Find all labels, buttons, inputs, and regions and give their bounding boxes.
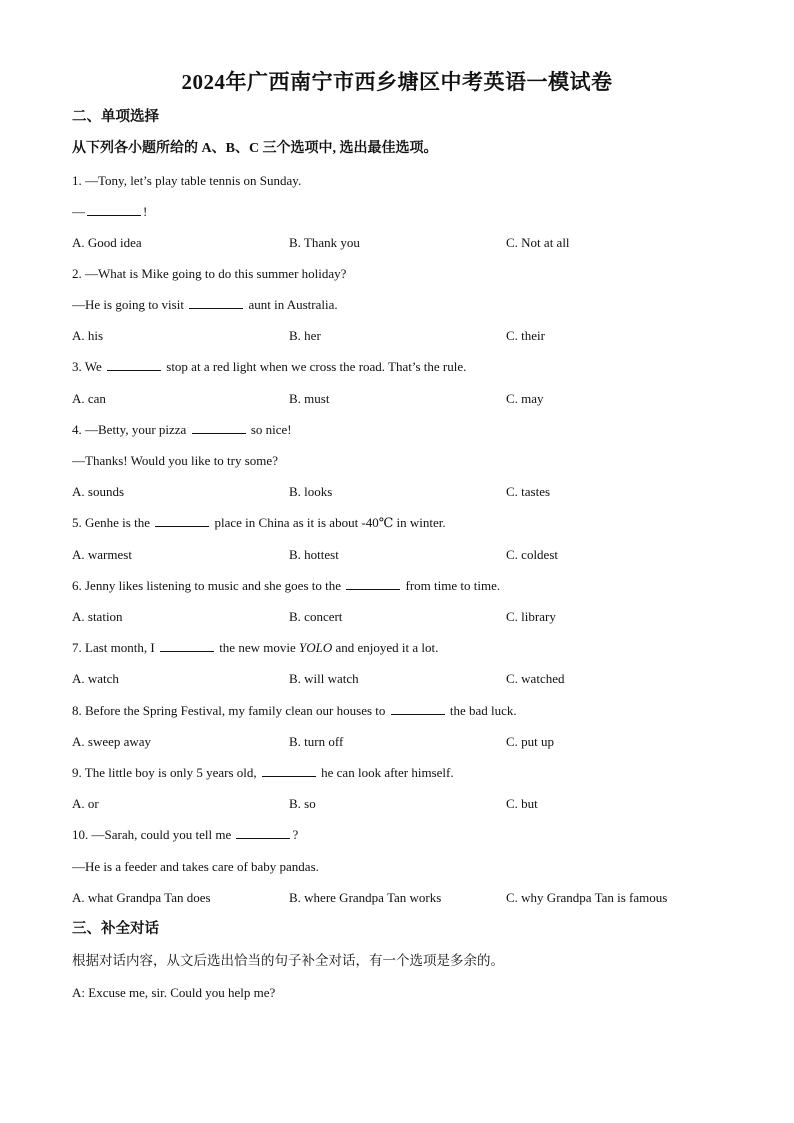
answer-blank xyxy=(107,358,161,371)
question-7-option-b: B. will watch xyxy=(289,671,359,686)
question-3-option-a: A. can xyxy=(72,391,106,406)
question-10-option-c: C. why Grandpa Tan is famous xyxy=(506,890,668,905)
question-4-stem: 4. —Betty, your pizza so nice! xyxy=(72,422,292,437)
question-5-option-a: A. warmest xyxy=(72,547,132,562)
answer-blank xyxy=(155,514,209,527)
question-2-option-b: B. her xyxy=(289,328,321,343)
section-heading-dialogue: 三、补全对话 xyxy=(72,921,159,937)
section-instruction-dialogue: 根据对话内容，从文后选出恰当的句子补全对话，有一个选项是多余的。 xyxy=(72,953,504,968)
question-2-stem: 2. —What is Mike going to do this summer holiday? xyxy=(72,266,347,281)
question-2-option-c: C. their xyxy=(506,328,545,343)
question-6-stem: 6. Jenny likes listening to music and she goes to the from time to time. xyxy=(72,578,501,593)
question-5-option-b: B. hottest xyxy=(289,547,339,562)
answer-blank xyxy=(391,702,445,715)
page-title: 2024年广西南宁市西乡塘区中考英语一模试卷 xyxy=(181,70,613,94)
question-9-option-a: A. or xyxy=(72,796,99,811)
question-1-stem: 1. —Tony, let’s play table tennis on Sunday. xyxy=(72,173,302,188)
question-8-stem: 8. Before the Spring Festival, my family clean our houses to the bad luck. xyxy=(72,703,517,718)
question-7-option-a: A. watch xyxy=(72,671,119,686)
question-9-option-b: B. so xyxy=(289,796,316,811)
question-4-option-a: A. sounds xyxy=(72,484,125,499)
question-7-stem: 7. Last month, I the new movie YOLO and enjoyed it a lot. xyxy=(72,640,439,655)
question-10-stem: 10. —Sarah, could you tell me ? xyxy=(72,827,299,842)
section-heading-single-choice: 二、单项选择 xyxy=(72,109,159,125)
question-10-reply: —He is a feeder and takes care of baby pandas. xyxy=(72,859,319,874)
question-4-reply: —Thanks! Would you like to try some? xyxy=(72,453,278,468)
question-9-stem: 9. The little boy is only 5 years old, he can look after himself. xyxy=(72,765,454,780)
answer-blank xyxy=(189,296,243,309)
question-1-reply: — ! xyxy=(72,204,148,219)
question-6-option-a: A. station xyxy=(72,609,123,624)
answer-blank xyxy=(346,577,400,590)
question-1-option-a: A. Good idea xyxy=(72,235,142,250)
answer-blank xyxy=(236,826,290,839)
question-7-option-c: C. watched xyxy=(506,671,565,686)
answer-blank xyxy=(87,203,141,216)
question-5-stem: 5. Genhe is the place in China as it is about -40℃ in winter. xyxy=(72,515,446,530)
question-1-option-b: B. Thank you xyxy=(289,235,360,250)
question-6-option-c: C. library xyxy=(506,609,556,624)
question-3-option-b: B. must xyxy=(289,391,330,406)
question-10-option-b: B. where Grandpa Tan works xyxy=(289,890,442,905)
question-4-option-c: C. tastes xyxy=(506,484,551,499)
movie-title: YOLO xyxy=(298,640,333,655)
question-10-option-a: A. what Grandpa Tan does xyxy=(72,890,211,905)
question-2-option-a: A. his xyxy=(72,328,104,343)
question-8-option-a: A. sweep away xyxy=(72,734,152,749)
answer-blank xyxy=(160,639,214,652)
answer-blank xyxy=(262,764,316,777)
question-6-option-b: B. concert xyxy=(289,609,343,624)
question-3-stem: 3. We stop at a red light when we cross the road. That’s the rule. xyxy=(72,359,467,374)
question-8-option-c: C. put up xyxy=(506,734,555,749)
dialogue-line-1: A: Excuse me, sir. Could you help me? xyxy=(72,985,276,1000)
question-5-option-c: C. coldest xyxy=(506,547,558,562)
question-2-reply: —He is going to visit aunt in Australia. xyxy=(72,297,338,312)
answer-blank xyxy=(192,421,246,434)
question-4-option-b: B. looks xyxy=(289,484,333,499)
question-1-option-c: C. Not at all xyxy=(506,235,570,250)
question-3-option-c: C. may xyxy=(506,391,544,406)
question-8-option-b: B. turn off xyxy=(289,734,344,749)
question-9-option-c: C. but xyxy=(506,796,538,811)
section-instruction-single-choice: 从下列各小题所给的 A、B、C 三个选项中, 选出最佳选项。 xyxy=(72,141,438,156)
